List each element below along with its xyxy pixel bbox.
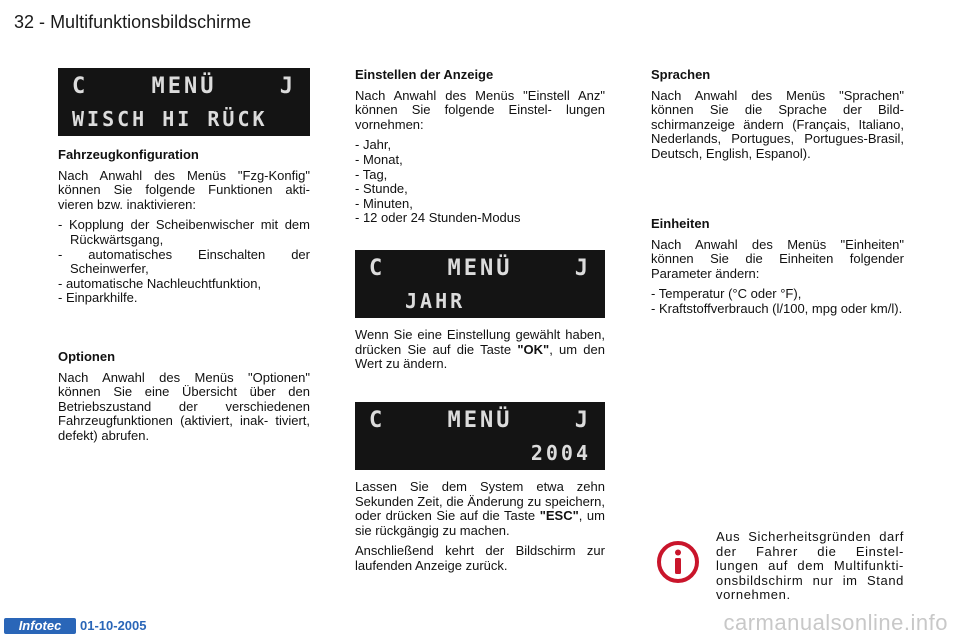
lcd-bracket-right: J <box>574 407 591 433</box>
lcd-bracket-right: J <box>574 255 591 281</box>
fahrzeug-intro: Nach Anwahl des Menüs "Fzg-Konfig" können Sie folgende Funktionen akti- vieren bzw. inaktivieren: <box>58 167 310 212</box>
heading-optionen: Optionen <box>58 349 116 364</box>
page-header <box>14 12 251 33</box>
display-jahr <box>355 250 605 318</box>
list-item: - Kopplung der Scheibenwischer mit dem Rückwärtsgang, <box>58 218 310 247</box>
lcd-value: JAHR <box>405 288 466 313</box>
ok-paragraph <box>355 328 605 372</box>
heading-fahrzeugkonfiguration: Fahrzeugkonfiguration <box>58 147 199 162</box>
section-einheiten <box>651 217 904 317</box>
section-sprachen <box>651 68 904 168</box>
display-year-value <box>355 402 605 470</box>
heading-einheiten: Einheiten <box>651 216 710 231</box>
esc-instructions <box>355 480 605 580</box>
lcd-menu-label: MENÜ <box>447 255 513 281</box>
list-item: - Minuten, <box>355 197 605 212</box>
lcd-menu-label: MENÜ <box>151 73 217 99</box>
infotec-logo: Infotec <box>4 618 76 634</box>
anzeige-list <box>355 138 605 226</box>
esc-paragraph <box>355 480 605 538</box>
esc-text-after: , um sie rückgängig zu machen. <box>355 508 605 538</box>
section-fahrzeugkonfiguration <box>58 148 310 306</box>
lcd-value: WISCH HI RÜCK <box>72 106 268 131</box>
page-title: Multifunktionsbildschirme <box>50 12 252 32</box>
einheiten-intro: Nach Anwahl des Menüs "Einheiten" können Sie die Einheiten folgender Parameter ändern: <box>651 236 904 281</box>
section-einstellen-anzeige <box>355 68 605 226</box>
ok-text-after: , um den Wert zu ändern. <box>355 341 605 372</box>
esc-key: "ESC" <box>539 508 579 524</box>
safety-note: Aus Sicherheitsgründen darf der Fahrer die Einstel- lungen auf dem Multifunkti- onsbildschirm nur im Stand vornehmen. <box>716 529 904 603</box>
return-text: Anschließend kehrt der Bildschirm zur laufenden Anzeige zurück. <box>355 543 605 573</box>
anzeige-intro: Nach Anwahl des Menüs "Einstell Anz" können Sie folgende Einstel- lungen vornehmen: <box>355 87 605 132</box>
lcd-bracket-left: C <box>369 255 386 281</box>
heading-sprachen: Sprachen <box>651 67 711 82</box>
list-item: - automatisches Einschalten der Scheinwerfer, <box>58 248 310 277</box>
info-icon <box>656 540 700 584</box>
einheiten-list <box>651 287 904 316</box>
list-item: - Jahr, <box>355 138 605 153</box>
lcd-bracket-left: C <box>72 73 89 99</box>
list-item: - Tag, <box>355 168 605 183</box>
list-item: - Monat, <box>355 153 605 168</box>
lcd-bracket-right: J <box>279 73 296 99</box>
page-number: 32 <box>14 12 35 32</box>
list-item: - Kraftstoffverbrauch (l/100, mpg oder km/l). <box>651 302 904 317</box>
section-optionen <box>58 350 310 450</box>
heading-einstellen-anzeige: Einstellen der Anzeige <box>355 67 494 82</box>
lcd-value: 2004 <box>530 440 591 465</box>
list-item: - Temperatur (°C oder °F), <box>651 287 904 302</box>
list-item: - 12 oder 24 Stunden-Modus <box>355 211 605 226</box>
optionen-text: Nach Anwahl des Menüs "Optionen" können Sie eine Übersicht über den Betriebszustand der verschiedenen Fahrzeugfunktionen (aktiviert, inak- tiviert, defekt) abrufen. <box>58 369 310 443</box>
esc-text-before: Lassen Sie dem System etwa zehn Sekunden Zeit, die Änderung zu speichern, oder drücken Sie auf die Taste <box>355 479 605 524</box>
lcd-bracket-left: C <box>369 407 386 433</box>
footer-date: 01-10-2005 <box>80 618 147 633</box>
list-item: - Stunde, <box>355 182 605 197</box>
display-wisch <box>58 68 310 136</box>
header-separator: - <box>39 12 46 32</box>
list-item: - Einparkhilfe. <box>58 291 310 306</box>
list-item: - automatische Nachleuchtfunktion, <box>58 277 310 292</box>
ok-key: "OK" <box>517 341 550 357</box>
lcd-menu-label: MENÜ <box>447 407 513 433</box>
fahrzeug-list <box>58 218 310 306</box>
watermark: carmanualsonline.info <box>723 610 948 635</box>
ok-instructions <box>355 328 605 378</box>
ok-text-before: Wenn Sie eine Einstellung gewählt haben, drücken Sie auf die Taste <box>355 327 605 357</box>
sprachen-text: Nach Anwahl des Menüs "Sprachen" können Sie die Sprache der Bild- schirmanzeige ändern (Français, Italiano, Nederlands, Portugues, Portugues-Brasil, Deutsch, English, Espanol). <box>651 87 904 161</box>
